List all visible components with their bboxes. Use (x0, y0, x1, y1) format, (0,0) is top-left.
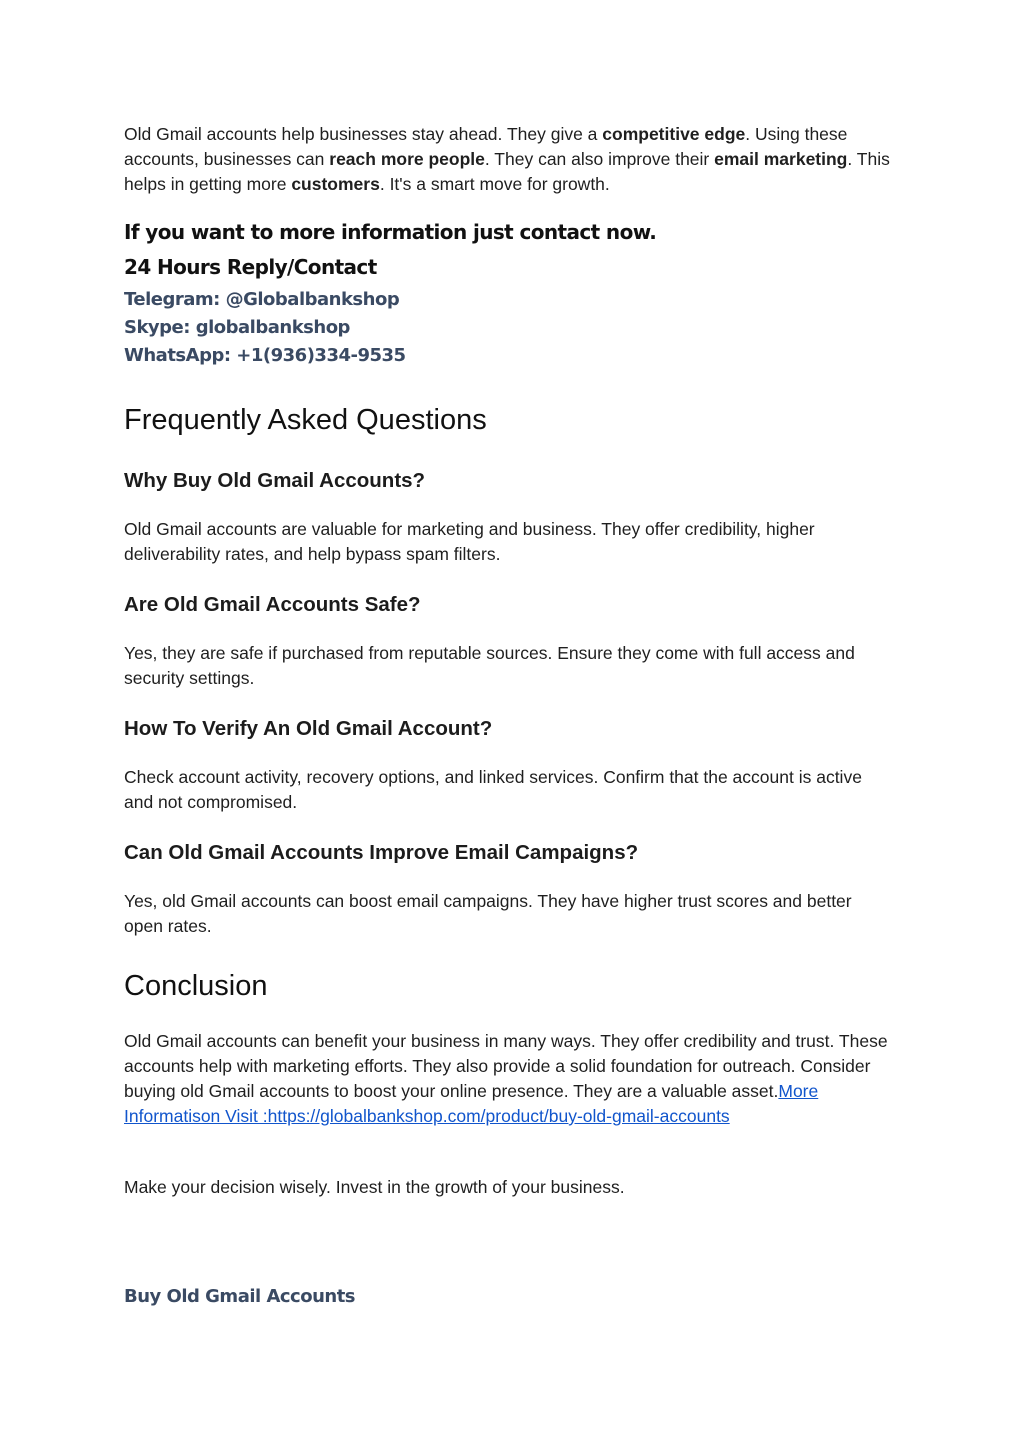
conclusion-closing: Make your decision wisely. Invest in the growth of your business. (124, 1177, 625, 1197)
intro-text-2: . Using these accounts, businesses can (124, 124, 848, 169)
contact-subheading: 24 Hours Reply/Contact (124, 255, 377, 279)
faq-question-3: How To Verify An Old Gmail Account? (124, 717, 493, 740)
intro-bold-2: reach more people (329, 149, 485, 169)
contact-whatsapp: WhatsApp: +1(936)334-9535 (124, 345, 406, 366)
faq-question-4: Can Old Gmail Accounts Improve Email Campaigns? (124, 841, 639, 864)
intro-text-1: Old Gmail accounts help businesses stay ahead. They give a (124, 124, 603, 144)
intro-bold-1: competitive edge (602, 124, 746, 144)
intro-text-4: . This helps in getting more (124, 149, 890, 194)
intro-text-3: . They can also improve their (484, 149, 715, 169)
faq-answer-4: Yes, old Gmail accounts can boost email campaigns. They have higher trust scores and better open rates. (124, 891, 852, 936)
contact-skype: Skype: globalbankshop (124, 317, 350, 338)
more-info-link[interactable]: More Informatison Visit :https://globalbankshop.com/product/buy-old-gmail-accounts (124, 1081, 819, 1126)
conclusion-body: Old Gmail accounts can benefit your business in many ways. They offer credibility and trust. These accounts help with marketing efforts. They also provide a solid foundation for outreach. Consider buying old Gmail accounts to boost your online presence. They are a valuable asset. (124, 1031, 888, 1101)
faq-title: Frequently Asked Questions (124, 404, 487, 436)
contact-heading: If you want to more information just contact now. (124, 220, 657, 244)
faq-answer-2: Yes, they are safe if purchased from reputable sources. Ensure they come with full access and security settings. (124, 643, 855, 688)
conclusion-title: Conclusion (124, 970, 268, 1002)
faq-question-1: Why Buy Old Gmail Accounts? (124, 469, 426, 492)
contact-telegram: Telegram: @Globalbankshop (124, 289, 400, 310)
faq-answer-3: Check account activity, recovery options, and linked services. Confirm that the account is active and not compromised. (124, 767, 862, 812)
conclusion-paragraph (124, 1029, 899, 1129)
intro-text-5: . It's a smart move for growth. (379, 174, 610, 194)
intro-paragraph (124, 122, 894, 197)
faq-answer-1: Old Gmail accounts are valuable for marketing and business. They offer credibility, higher deliverability rates, and help bypass spam filters. (124, 519, 815, 564)
intro-bold-4: customers (291, 174, 380, 194)
intro-bold-3: email marketing (714, 149, 848, 169)
faq-question-2: Are Old Gmail Accounts Safe? (124, 593, 421, 616)
footer-label: Buy Old Gmail Accounts (124, 1286, 356, 1307)
